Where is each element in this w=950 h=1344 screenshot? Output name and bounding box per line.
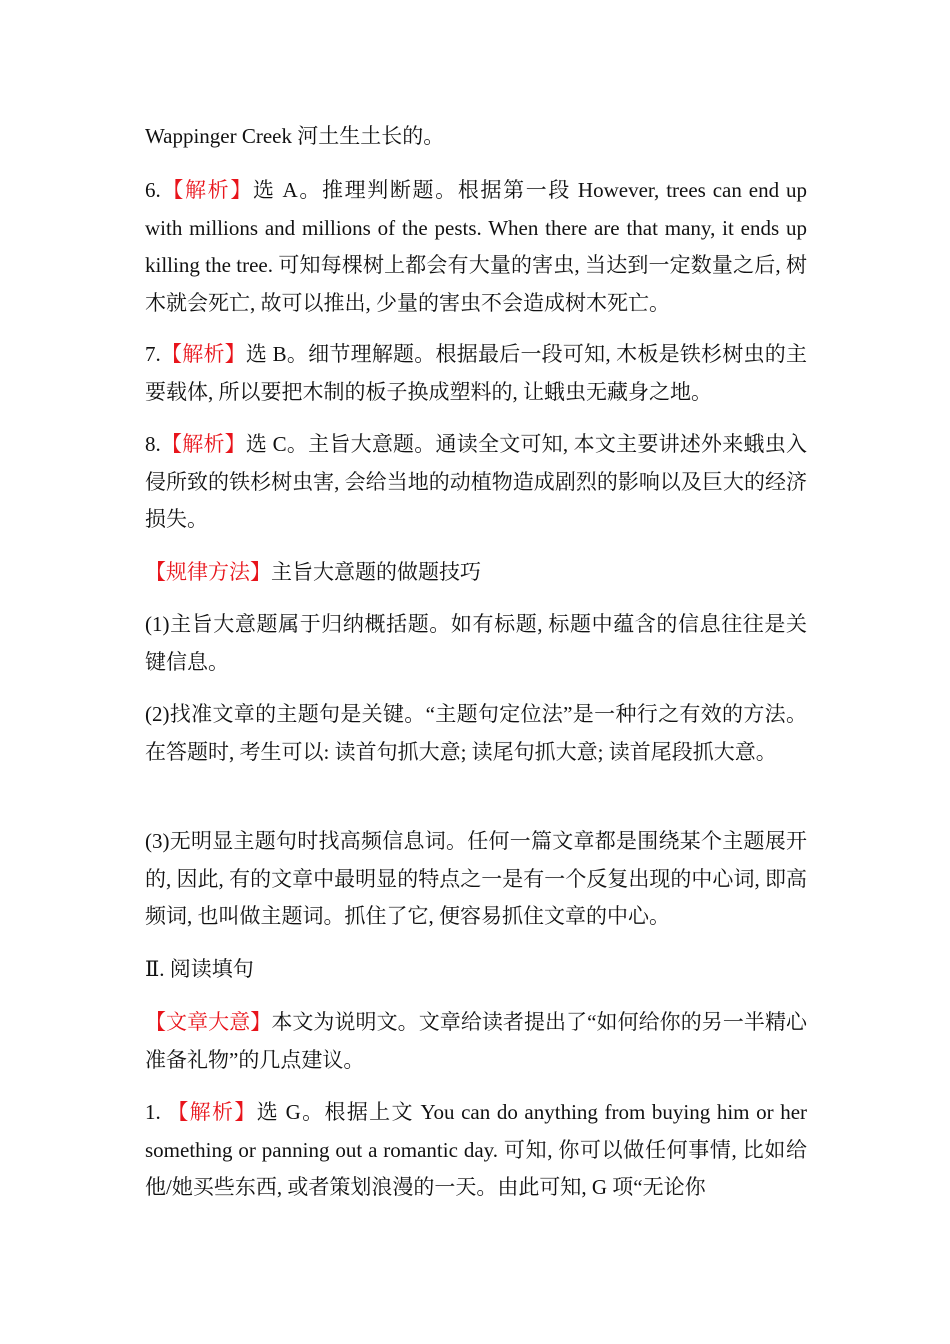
paragraph-answer-5-tail — [145, 118, 807, 156]
paragraph-method — [145, 554, 807, 592]
section-title: Ⅱ. 阅读填句 — [145, 957, 254, 981]
question-number: 6. — [145, 178, 161, 202]
paragraph-text: (2)找准文章的主题句是关键。“主题句定位法”是一种行之有效的方法。在答题时, 考生可以: 读首句抓大意; 读尾句抓大意; 读首尾段抓大意。 — [145, 702, 807, 764]
paragraph-text: (3)无明显主题句时找高频信息词。任何一篇文章都是围绕某个主题展开的, 因此, 有的文章中最明显的特点之一是有一个反复出现的中心词, 即高频词, 也叫做主题词。抓住了它, 便容易抓住文章的中心。 — [145, 829, 807, 928]
paragraph-text: 选 G。根据上文 You can do anything from buying him or her something or panning out a romantic day. 可知, 你可以做任何事情, 比如给他/她买些东西, 或者策划浪漫的一天。由此可知, G 项“无论你 — [145, 1100, 808, 1199]
paragraph-text: (1)主旨大意题属于归纳概括题。如有标题, 标题中蕴含的信息往往是关键信息。 — [145, 612, 807, 674]
paragraph-tip-2 — [145, 696, 807, 771]
question-number: 7. — [145, 342, 161, 366]
analysis-tag: 【解析】 — [160, 342, 246, 366]
paragraph-text: 选 B。细节理解题。根据最后一段可知, 木板是铁杉树虫的主要载体, 所以要把木制的板子换成塑料的, 让蛾虫无藏身之地。 — [145, 342, 807, 404]
section-heading — [145, 951, 807, 989]
question-number: 1. — [145, 1100, 168, 1124]
paragraph-answer-6 — [145, 172, 807, 322]
summary-tag: 【文章大意】 — [145, 1010, 272, 1034]
paragraph-tip-1 — [145, 606, 807, 681]
paragraph-text: 选 C。主旨大意题。通读全文可知, 本文主要讲述外来蛾虫入侵所致的铁杉树虫害, 会给当地的动植物造成剧烈的影响以及巨大的经济损失。 — [145, 432, 807, 531]
analysis-tag: 【解析】 — [160, 178, 253, 202]
paragraph-text: Wappinger Creek 河土生土长的。 — [145, 124, 445, 148]
question-number: 8. — [145, 432, 161, 456]
paragraph-text: 本文为说明文。文章给读者提出了“如何给你的另一半精心准备礼物”的几点建议。 — [145, 1010, 807, 1072]
paragraph-tip-3 — [145, 823, 807, 936]
analysis-tag: 【解析】 — [160, 432, 246, 456]
paragraph-answer-7 — [145, 336, 807, 411]
paragraph-answer-1 — [145, 1094, 807, 1207]
paragraph-text: 主旨大意题的做题技巧 — [271, 560, 481, 584]
paragraph-answer-8 — [145, 426, 807, 539]
method-tag: 【规律方法】 — [145, 560, 271, 584]
analysis-tag: 【解析】 — [167, 1100, 257, 1124]
paragraph-text: 选 A。推理判断题。根据第一段 However, trees can end up with millions and millions of the pests. When there are that many, it ends up killing the tree. 可知每棵树上都会有大量的害虫, 当达到一定数量之后, 树木就会死亡, 故可以推出, 少量的害虫不会造成树木死亡。 — [145, 178, 807, 315]
paragraph-summary — [145, 1004, 807, 1079]
